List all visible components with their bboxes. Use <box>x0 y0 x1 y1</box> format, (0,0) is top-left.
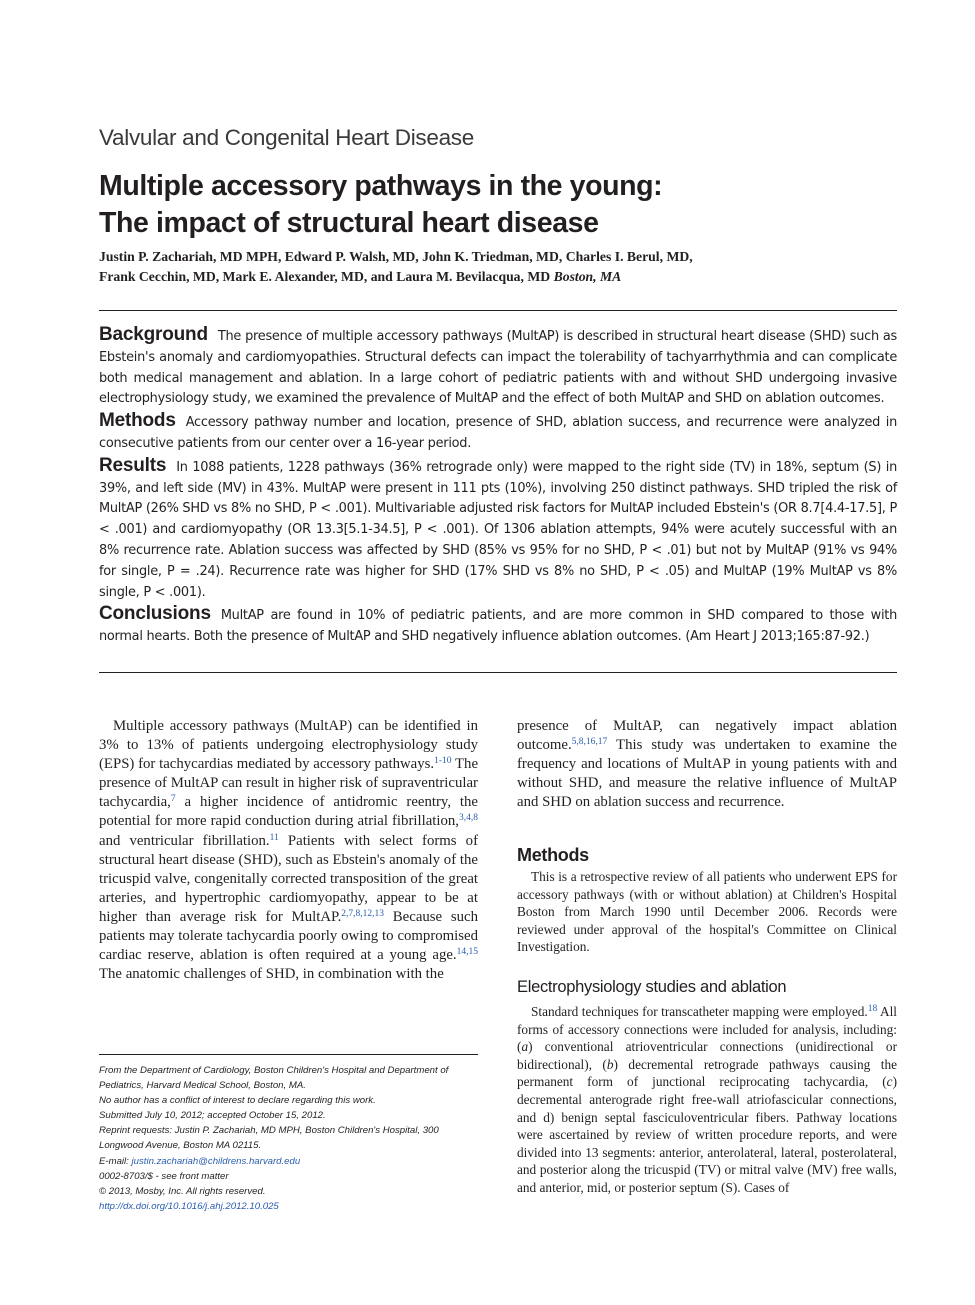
abstract <box>99 325 897 648</box>
article-title <box>99 168 899 242</box>
abstract-conclusions-heading: Conclusions <box>99 603 211 625</box>
intro-text: Multiple accessory pathways (MultAP) can be identified in 3% to 13% of patients undergoing electrophysiology study (EPS) for tachycardias mediated by accessory pathways. <box>99 718 478 773</box>
citation-link[interactable]: 3,4,8 <box>459 813 478 824</box>
abstract-methods-heading: Methods <box>99 410 176 432</box>
citation-link[interactable]: 18 <box>867 1004 878 1014</box>
ep-text-part: ) decremental retrograde pathways causing the permanent form of junctional reciprocating tachycardia, ( <box>517 1056 897 1090</box>
citation-link[interactable]: 1-10 <box>434 756 452 767</box>
intro-text: and ventricular fibrillation. <box>99 832 270 849</box>
abstract-methods <box>99 411 897 455</box>
ep-list-marker: a <box>521 1039 529 1055</box>
methods-paragraph <box>517 868 897 956</box>
journal-section-heading: Valvular and Congenital Heart Disease <box>99 125 474 150</box>
citation-link[interactable]: 7 <box>170 794 176 805</box>
author-list <box>99 247 899 287</box>
intro-paragraph <box>99 717 478 984</box>
abstract-methods-text: Accessory pathway number and location, presence of SHD, ablation success, and recurrence were analyzed in consecutive patients from our center over a 16-year period. <box>99 415 897 451</box>
abstract-background <box>99 325 897 410</box>
abstract-background-heading: Background <box>99 324 208 345</box>
footnote-email <box>99 1154 478 1169</box>
abstract-conclusions <box>99 604 897 648</box>
ep-text <box>517 1003 897 1197</box>
doi-link[interactable]: http://dx.doi.org/10.1016/j.ahj.2012.10.025 <box>99 1200 279 1212</box>
ep-list-marker: b <box>606 1056 614 1072</box>
footnote-issn: 0002-8703/$ - see front matter <box>99 1170 229 1182</box>
intro-continued-paragraph <box>517 717 897 812</box>
abstract-bottom-rule <box>99 672 897 673</box>
methods-text: This is a retrospective review of all patients who underwent EPS for accessory pathways (with or without ablation) at Children's Hospital Boston from March 1990 until December 2006. Records were reviewed under approval of the hospital's Committee on Clinical Investigation. <box>517 869 897 955</box>
footnotes <box>99 1063 478 1214</box>
abstract-conclusions-text: MultAP are found in 10% of pediatric patients, and are more common in SHD compared to those with normal hearts. Both the presence of MultAP and SHD negatively influence ablation outcomes. (Am Heart J 2013;165:87-92.) <box>99 608 897 645</box>
ep-text-part: ) decremental anterograde right free-wall atriofascicular connections, and d) benign septal fasciculoventricular fibers. Pathway locations were ascertained by review of written procedure reports, and were divided into 13 segments: anterior, anterolateral, lateral, posterolateral, and posterior along the tricuspid (TV) or mitral valve (MV) free walls, and anterior, mid, or posterior septum (S). Cases of <box>517 1074 897 1195</box>
intro-text: Because such patients may tolerate tachycardia poorly owing to compromised cardiac reserve, ablation is often required at a young age. <box>99 908 478 964</box>
footnote-affiliation: From the Department of Cardiology, Boston Children's Hospital and Department of Pediatrics, Harvard Medical School, Boston, MA. <box>99 1065 449 1092</box>
ep-text-part: ) conventional atrioventricular connections (unidirectional or bidirectional), ( <box>517 1039 897 1072</box>
ep-subsection-title: Electrophysiology studies and ablation <box>517 978 787 996</box>
citation-link[interactable]: 11 <box>269 832 279 843</box>
email-link[interactable]: justin.zachariah@childrens.harvard.edu <box>131 1155 301 1167</box>
title-line-1: Multiple accessory pathways in the young: <box>99 170 663 202</box>
ep-list-marker: c <box>886 1074 893 1090</box>
footnote-reprint: Reprint requests: Justin P. Zachariah, MD MPH, Boston Children's Hospital, 300 Longwood Avenue, Boston MA 02115. <box>99 1125 439 1152</box>
footnote-submitted: Submitted July 10, 2012; accepted October 15, 2012. <box>99 1110 326 1122</box>
abstract-results <box>99 456 897 604</box>
methods-section-title: Methods <box>517 845 589 865</box>
footnote-copyright: © 2013, Mosby, Inc. All rights reserved. <box>99 1185 266 1197</box>
footnote-rule <box>99 1054 478 1055</box>
ep-text-part: Standard techniques for transcatheter mapping were employed. <box>531 1004 868 1019</box>
authors-line-1: Justin P. Zachariah, MD MPH, Edward P. Walsh, MD, John K. Triedman, MD, Charles I. Berul, MD, <box>99 249 693 264</box>
intro-text: This study was undertaken to examine the frequency and locations of MultAP in young patients with and without SHD, and measure the relative influence of MultAP and SHD on ablation success and recurrence. <box>517 737 897 811</box>
intro-text: presence of MultAP, can negatively impact ablation outcome. <box>517 718 897 754</box>
authors-location: Boston, MA <box>553 269 622 284</box>
ep-text-part: All forms of accessory connections were included for analysis, including: ( <box>517 1004 897 1055</box>
intro-text: The anatomic challenges of SHD, in combination with the <box>99 966 444 983</box>
citation-link[interactable]: 5,8,16,17 <box>571 737 608 748</box>
abstract-background-text: The presence of multiple accessory pathways (MultAP) is described in structural heart disease (SHD) such as Ebstein's anomaly and cardiomyopathies. Structural defects can impact the tolerability of tachyarrhythmia and can complicate both medical management and ablation. In a large cohort of pediatric patients with and without SHD undergoing invasive electrophysiology study, we examined the prevalence of MultAP and the effect of both MultAP and SHD on ablation outcomes. <box>99 329 897 407</box>
title-line-2: The impact of structural heart disease <box>99 207 599 239</box>
email-label: E-mail: <box>99 1155 132 1167</box>
ep-paragraph <box>517 1003 897 1197</box>
abstract-results-text: In 1088 patients, 1228 pathways (36% retrograde only) were mapped to the right side (TV) in 18%, septum (S) in 39%, and left side (MV) in 43%. MultAP were present in 111 pts (10%), involving 250 distinct pathways. SHD tripled the risk of MultAP (26% SHD vs 8% no SHD, P < .001). Multivariable adjusted risk factors for MultAP included Ebstein's (OR 8.7[4.4-17.5], P < .001) and cardiomyopathy (OR 13.3[5.1-34.5], P < .001). Of 1306 ablation attempts, 94% were acutely successful with an 8% recurrence rate. Ablation success was affected by SHD (85% vs 95% for no SHD, P < .01) but not by MultAP (91% vs 94% for single, P = .24). Recurrence rate was higher for SHD (17% SHD vs 8% no SHD, P < .05) and MultAP (19% MultAP vs 8% single, P < .001). <box>99 459 897 600</box>
citation-link[interactable]: 2,7,8,12,13 <box>341 908 385 919</box>
body-right-column <box>517 717 897 812</box>
intro-text: a higher incidence of antidromic reentry, the potential for more rapid conduction during atrial fibrillation, <box>99 794 478 830</box>
intro-text: The presence of MultAP can result in higher risk of supraventricular tachycardia, <box>99 756 479 811</box>
abstract-results-heading: Results <box>99 454 167 476</box>
body-left-column <box>99 717 478 984</box>
authors-line-2: Frank Cecchin, MD, Mark E. Alexander, MD, and Laura M. Bevilacqua, MD <box>99 269 551 284</box>
footnote-conflict: No author has a conflict of interest to declare regarding this work. <box>99 1095 376 1107</box>
intro-text: Patients with select forms of structural heart disease (SHD), such as Ebstein's anomaly of the tricuspid valve, congenitally corrected transposition of the great arteries, and hypertrophic cardiomyopathy, appear to be at higher than average risk for MultAP. <box>99 832 478 925</box>
citation-link[interactable]: 14,15 <box>456 947 478 958</box>
abstract-top-rule <box>99 310 897 311</box>
